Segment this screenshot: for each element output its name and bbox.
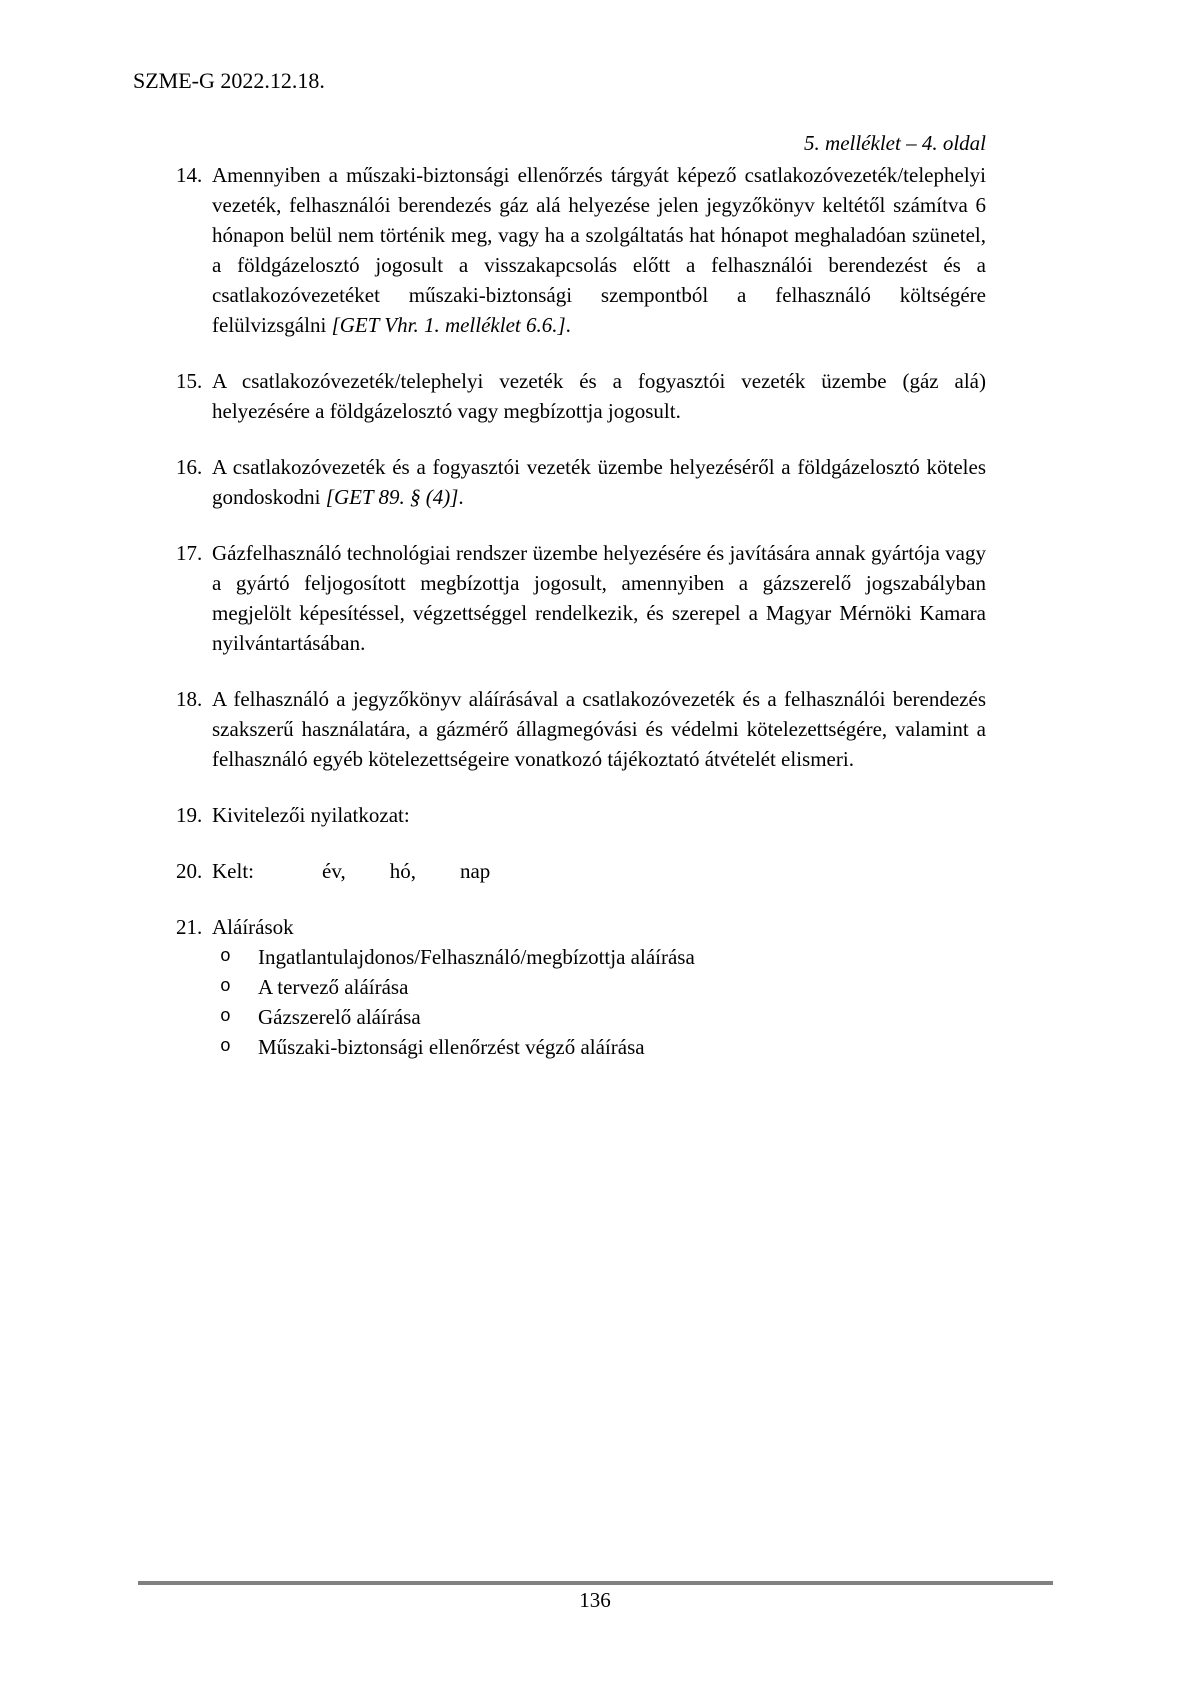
item-number: 16. bbox=[176, 455, 203, 479]
legal-citation: [GET Vhr. 1. melléklet 6.6.] bbox=[331, 313, 566, 337]
item-text: Gázfelhasználó technológiai rendszer üzembe helyezésére és javítására annak gyártója vagy a gyártó feljogosított megbízottja jogosult, amennyiben a gázszerelő jogszabályban megjelölt képesítéssel, végzettséggel rendelkezik, és szerepel a Magyar Mérnöki Kamara nyilvántartásában. bbox=[212, 541, 986, 655]
bullet-marker: o bbox=[220, 947, 231, 967]
item-number: 18. bbox=[176, 687, 203, 711]
bullet-marker: o bbox=[220, 977, 231, 997]
date-day-label: nap bbox=[459, 859, 491, 883]
item-text-main: A csatlakozóvezeték és a fogyasztói vezeték üzembe helyezéséről a földgázelosztó köteles gondoskodni bbox=[212, 455, 986, 509]
item-number: 19. bbox=[176, 803, 203, 827]
list-item-14 bbox=[176, 160, 986, 340]
list-item-17 bbox=[176, 538, 986, 658]
item-text-main: Amennyiben a műszaki-biztonsági ellenőrzés tárgyát képező csatlakozóvezeték/telephelyi vezeték, felhasználói berendezés gáz alá helyezése jelen jegyzőkönyv keltétől számítva 6 hónapon belül nem történik meg, vagy ha a szolgáltatás hat hónapot meghaladóan szünetel, a földgázelosztó jogosult a visszakapcsolás előtt a felhasználói berendezést és a csatlakozóvezetéket műszaki-biztonsági szempontból a felhasználó költségére felülvizsgálni bbox=[212, 163, 986, 337]
item-number: 20. bbox=[176, 859, 203, 883]
date-month-label: hó, bbox=[389, 859, 416, 883]
item-text: A csatlakozóvezeték/telephelyi vezeték és a fogyasztói vezeték üzembe (gáz alá) helyezésére a földgázelosztó vagy megbízottja jogosult. bbox=[212, 369, 986, 423]
item-text bbox=[212, 452, 986, 512]
signatures-heading: Aláírások bbox=[212, 915, 294, 939]
document-header: SZME-G 2022.12.18. bbox=[133, 68, 325, 93]
list-item-15 bbox=[176, 366, 986, 426]
list-item-20 bbox=[176, 856, 986, 886]
list-item-21 bbox=[176, 912, 986, 1062]
footer-divider bbox=[138, 1581, 1053, 1585]
list-item-19 bbox=[176, 800, 986, 830]
item-number: 15. bbox=[176, 369, 203, 393]
item-number: 17. bbox=[176, 541, 203, 565]
date-year-label: év, bbox=[322, 859, 346, 883]
legal-citation: [GET 89. § (4)] bbox=[325, 485, 459, 509]
page-number: 136 bbox=[579, 1588, 611, 1612]
signature-bullet-item bbox=[212, 1032, 986, 1062]
signature-bullet-item bbox=[212, 972, 986, 1002]
item-text-tail: . bbox=[458, 485, 464, 509]
item-number: 21. bbox=[176, 915, 203, 939]
item-number: 14. bbox=[176, 163, 203, 187]
bullet-marker: o bbox=[220, 1007, 231, 1027]
date-label: Kelt: bbox=[212, 859, 254, 883]
signature-label: Műszaki-biztonsági ellenőrzést végző aláírása bbox=[258, 1035, 645, 1059]
item-text bbox=[212, 160, 986, 340]
list-item-16 bbox=[176, 452, 986, 512]
date-line bbox=[212, 856, 986, 886]
signature-label: A tervező aláírása bbox=[258, 975, 409, 999]
bullet-marker: o bbox=[220, 1037, 231, 1057]
item-text-tail: . bbox=[565, 313, 571, 337]
list-item-18 bbox=[176, 684, 986, 774]
signatures-section bbox=[212, 912, 986, 1062]
document-body bbox=[176, 128, 986, 1062]
item-text: Kivitelezői nyilatkozat: bbox=[212, 803, 410, 827]
signature-bullet-item bbox=[212, 1002, 986, 1032]
signature-bullet-item bbox=[212, 942, 986, 972]
signature-label: Ingatlantulajdonos/Felhasználó/megbízottja aláírása bbox=[258, 945, 695, 969]
annex-page-label: 5. melléklet – 4. oldal bbox=[804, 131, 986, 155]
signature-bullet-list bbox=[212, 942, 986, 1062]
item-text: A felhasználó a jegyzőkönyv aláírásával a csatlakozóvezeték és a felhasználói berendezés szakszerű használatára, a gázmérő állagmegóvási és védelmi kötelezettségére, valamint a felhasználó egyéb kötelezettségeire vonatkozó tájékoztató átvételét elismeri. bbox=[212, 687, 986, 771]
signature-label: Gázszerelő aláírása bbox=[258, 1005, 421, 1029]
